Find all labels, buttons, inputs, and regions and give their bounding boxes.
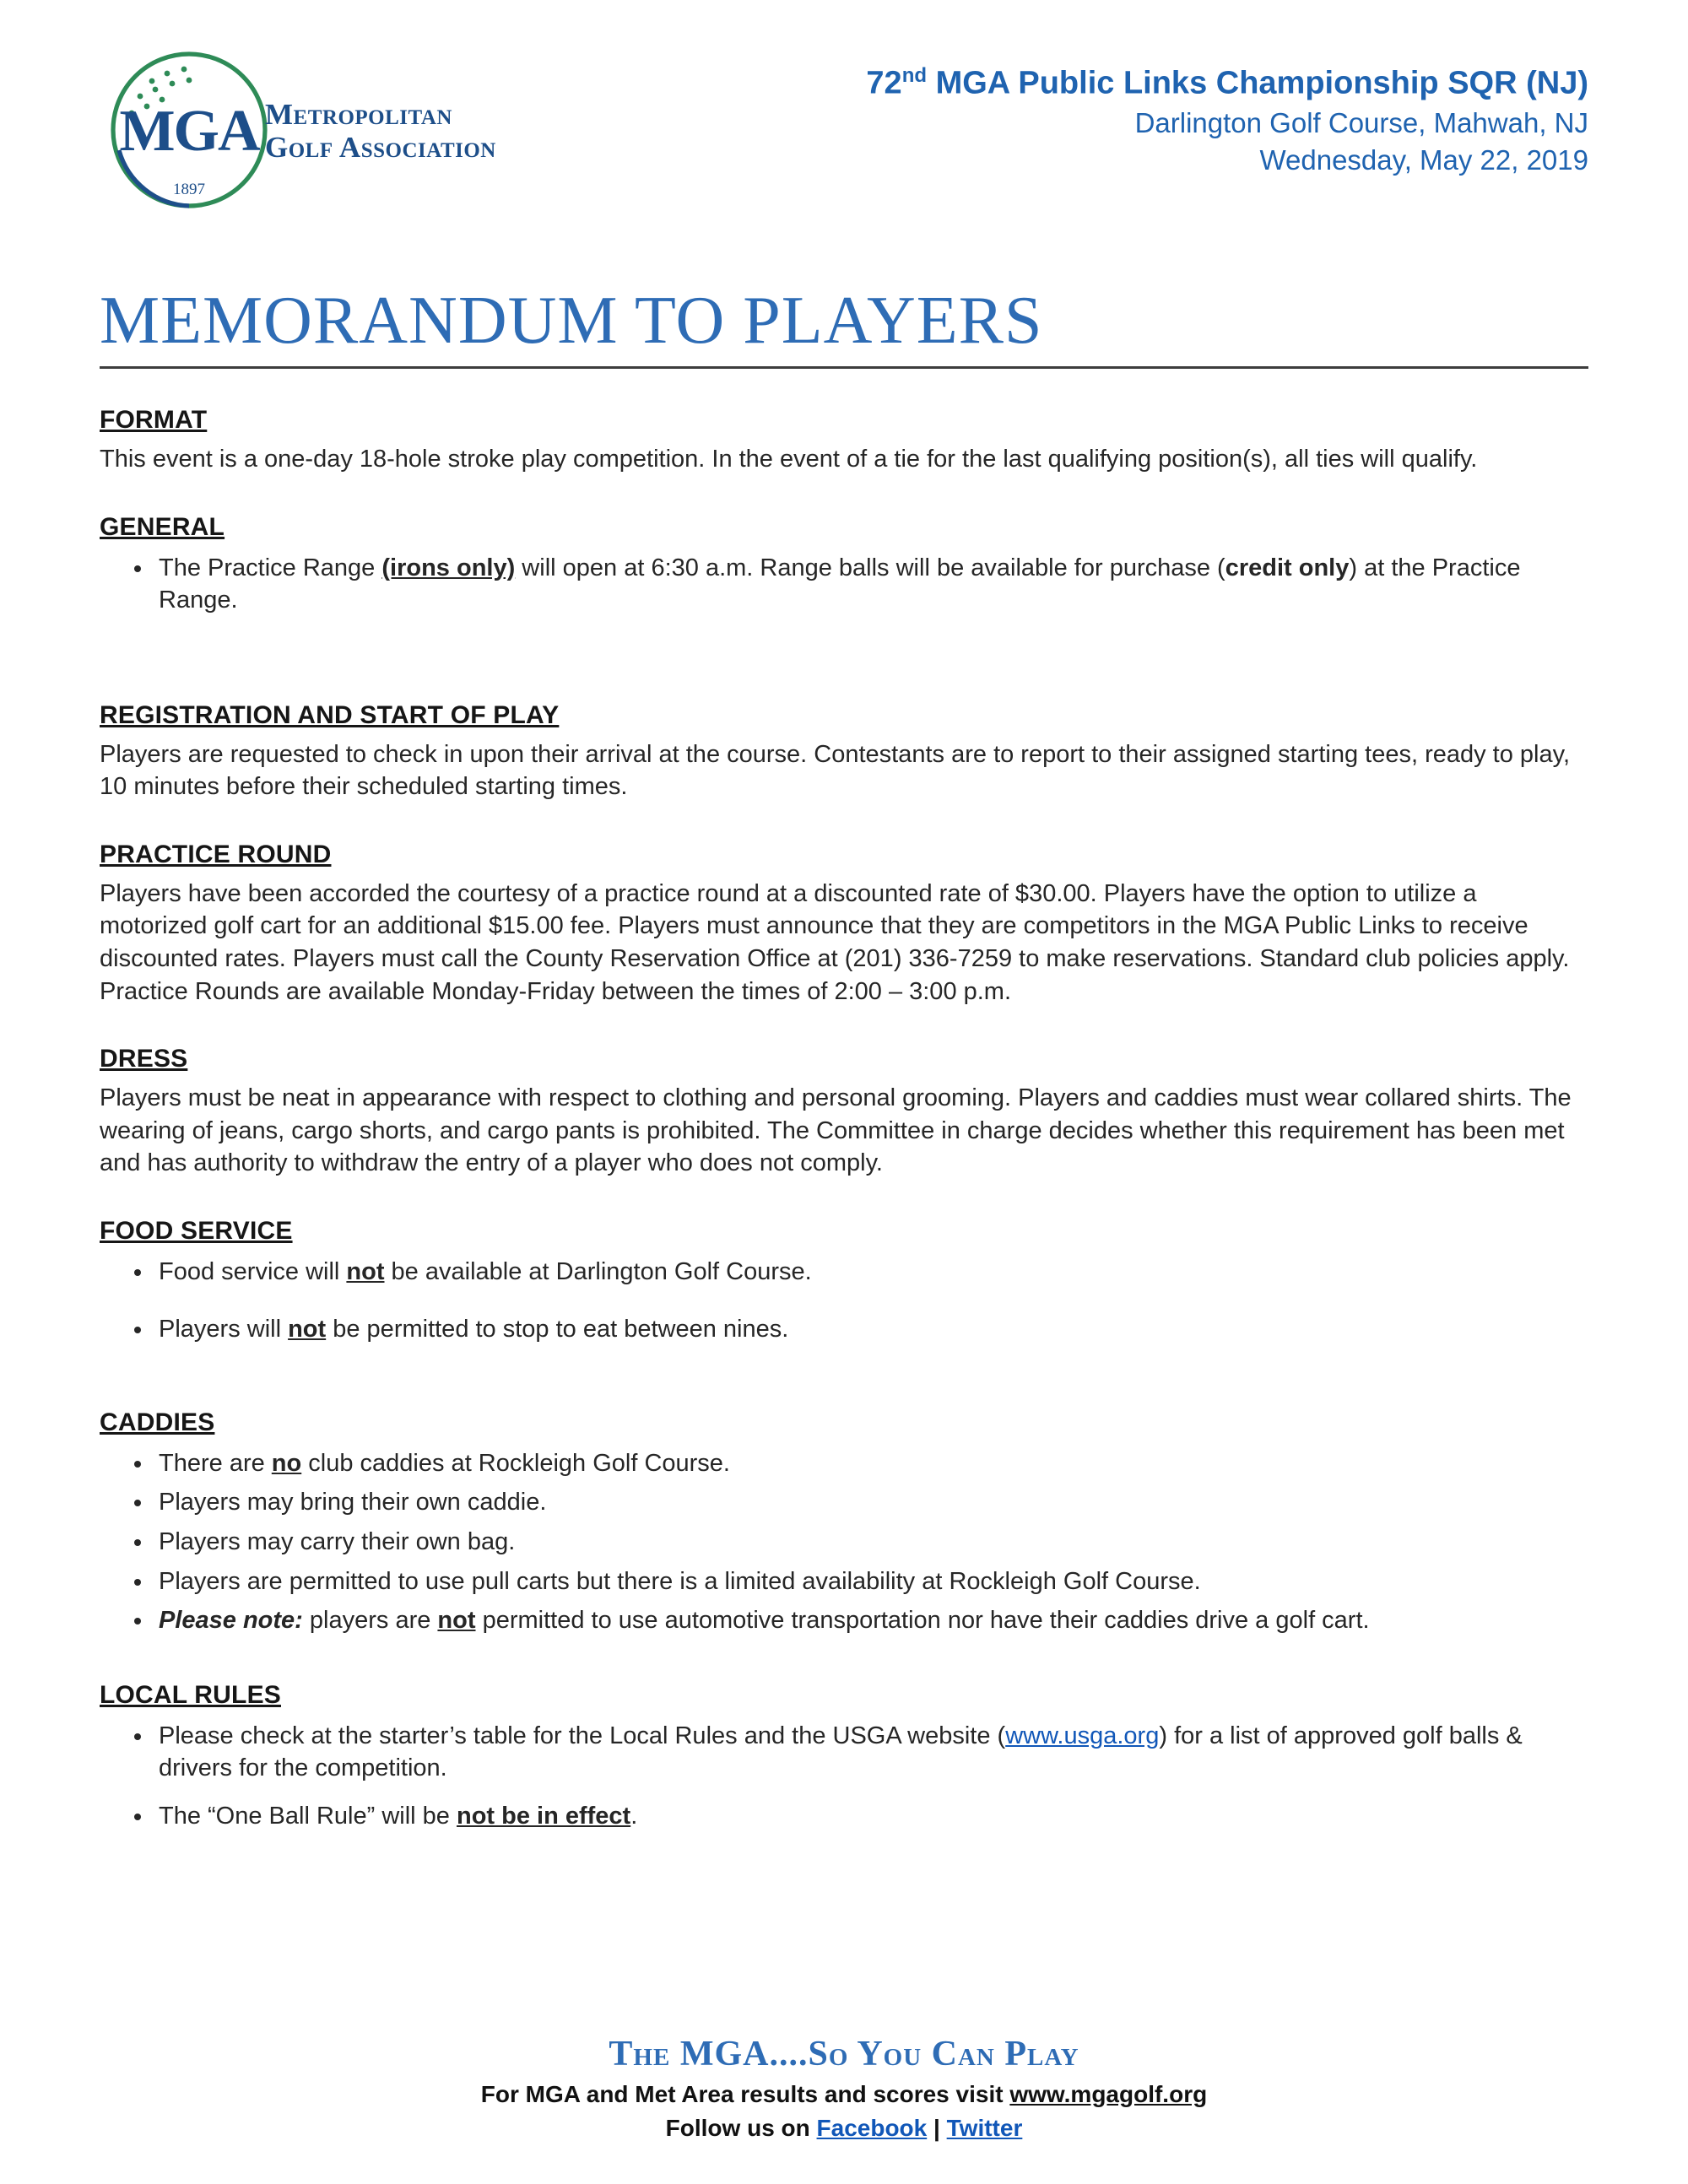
org-name (265, 98, 496, 164)
text-segment: Please check at the starter’s table for the Local Rules and the USGA website ( (159, 1722, 1006, 1749)
bullet-item (154, 1800, 1588, 1833)
dress-paragraph (100, 1082, 1588, 1180)
text-segment: club caddies at Rockleigh Golf Course. (301, 1449, 730, 1477)
general-heading: GENERAL (100, 512, 225, 541)
dress-heading: DRESS (100, 1045, 188, 1073)
org-line-1: Metropolitan (265, 97, 452, 131)
section-registration (100, 701, 1588, 803)
section-practice-round (100, 841, 1588, 1008)
bullet-item (154, 1313, 1588, 1346)
logo-year: 1897 (173, 181, 205, 198)
local-rules-heading: LOCAL RULES (100, 1680, 281, 1709)
caddies-heading: CADDIES (100, 1408, 215, 1436)
event-number: 72 (866, 65, 902, 101)
org-line-2: Golf Association (265, 131, 496, 164)
memo-title: MEMORANDUM TO PLAYERS (100, 284, 1043, 358)
practice-round-paragraph (100, 878, 1588, 1008)
text-segment: The “One Ball Rule” will be (159, 1802, 457, 1830)
text-segment: Follow us on (665, 2115, 817, 2141)
text-segment: players are (302, 1607, 438, 1635)
event-title-text: MGA Public Links Championship SQR (NJ) (927, 65, 1588, 101)
twitter-link[interactable]: Twitter (946, 2115, 1023, 2141)
text-segment: Players may bring their own caddie. (159, 1489, 547, 1516)
bullet-item (154, 1486, 1588, 1519)
event-ordinal: nd (901, 64, 928, 87)
event-venue: Darlington Golf Course, Mahwah, NJ (1134, 107, 1588, 139)
text-segment: Players have been accorded the courtesy of a practice round at a discounted rate of $30.00. Players have the option to utilize a motorized golf cart for an additional $15.00 fee. Players must announce that they are competitors in the MGA Public Links to receive discounted rates. Players must call the County Reservation Office at (201) 336-7259 to make reservations. Standard club policies apply. Practice Rounds are available Monday-Friday between the times of 2:00 – 3:00 p.m. (100, 879, 1570, 1005)
text-segment: Players will (159, 1316, 289, 1343)
text-segment: | (927, 2115, 947, 2141)
format-paragraph (100, 443, 1588, 476)
text-segment: (irons only) (381, 554, 516, 581)
text-segment: For MGA and Met Area results and scores visit (480, 2081, 1010, 2107)
footer-tagline: The MGA....So You Can Play (609, 2035, 1079, 2073)
bullet-item (154, 1720, 1588, 1785)
text-segment: There are (159, 1449, 272, 1477)
text-segment: Food service will (159, 1257, 347, 1285)
food-service-list (100, 1256, 1588, 1346)
mga-logo-icon (100, 46, 279, 214)
bullet-item (154, 1604, 1588, 1637)
text-segment: will open at 6:30 a.m. Range balls will be available for purchase ( (515, 554, 1225, 581)
text-segment: Players must be neat in appearance with respect to clothing and personal grooming. Players and caddies must wear collared shirts. The wearing of jeans, cargo shorts, and cargo pants is prohibited. The Committee in charge decides whether this requirement has been met and has authority to withdraw the entry of a player who does not comply. (100, 1084, 1572, 1177)
event-info (866, 46, 1588, 178)
bullet-item (154, 552, 1588, 617)
mgagolf-link[interactable]: www.mgagolf.org (1009, 2081, 1208, 2107)
registration-heading: REGISTRATION AND START OF PLAY (100, 700, 560, 729)
event-title (866, 62, 1588, 105)
section-food-service (100, 1217, 1588, 1371)
bullet-item (154, 1526, 1588, 1559)
local-rules-list (100, 1720, 1588, 1833)
text-segment: be available at Darlington Golf Course. (384, 1257, 812, 1285)
page-header (100, 46, 1588, 214)
text-segment: be permitted to stop to eat between nines. (326, 1316, 789, 1343)
section-local-rules (100, 1681, 1588, 1848)
event-date: Wednesday, May 22, 2019 (1259, 143, 1588, 176)
logo-monogram: MGA (119, 99, 259, 164)
page-footer (100, 2034, 1588, 2159)
footer-follow-line (100, 2115, 1588, 2142)
text-segment: Please note: (159, 1607, 303, 1635)
bullet-item (154, 1565, 1588, 1598)
food-service-heading: FOOD SERVICE (100, 1216, 293, 1245)
text-segment: The Practice Range (159, 554, 382, 581)
section-dress (100, 1045, 1588, 1180)
section-general (100, 513, 1588, 624)
title-rule (100, 366, 1588, 369)
text-segment: not (288, 1316, 327, 1343)
bullet-item (154, 1447, 1588, 1480)
usga-link[interactable]: www.usga.org (1005, 1722, 1160, 1749)
bullet-item (154, 1256, 1588, 1289)
text-segment: This event is a one-day 18-hole stroke play competition. In the event of a tie for the last qualifying position(s), all ties will qualify. (100, 446, 1478, 473)
section-caddies (100, 1408, 1588, 1644)
format-heading: FORMAT (100, 406, 208, 434)
practice-round-heading: PRACTICE ROUND (100, 840, 332, 868)
facebook-link[interactable]: Facebook (816, 2115, 928, 2141)
text-segment: not be in effect (456, 1802, 631, 1830)
text-segment: Players are requested to check in upon their arrival at the course. Contestants are to report to their assigned starting tees, ready to play, 10 minutes before their scheduled starting times. (100, 740, 1571, 801)
text-segment: permitted to use automotive transportation nor have their caddies drive a golf cart. (475, 1607, 1370, 1635)
text-segment: ) at the Practice Range. (159, 554, 1521, 614)
text-segment: Players are permitted to use pull carts but there is a limited availability at Rockleigh Golf Course. (159, 1567, 1201, 1595)
logo-block (100, 46, 496, 214)
text-segment: not (346, 1257, 385, 1285)
text-segment: Players may carry their own bag. (159, 1528, 516, 1555)
caddies-list (100, 1447, 1588, 1637)
section-format (100, 406, 1588, 476)
footer-results-line (100, 2081, 1588, 2108)
text-segment: . (630, 1802, 638, 1830)
registration-paragraph (100, 738, 1588, 803)
text-segment: no (271, 1449, 302, 1477)
general-list (100, 552, 1588, 617)
text-segment: credit only (1225, 554, 1350, 581)
text-segment: ) for a list of approved golf balls & drivers for the competition. (159, 1722, 1523, 1782)
text-segment: not (437, 1607, 476, 1635)
